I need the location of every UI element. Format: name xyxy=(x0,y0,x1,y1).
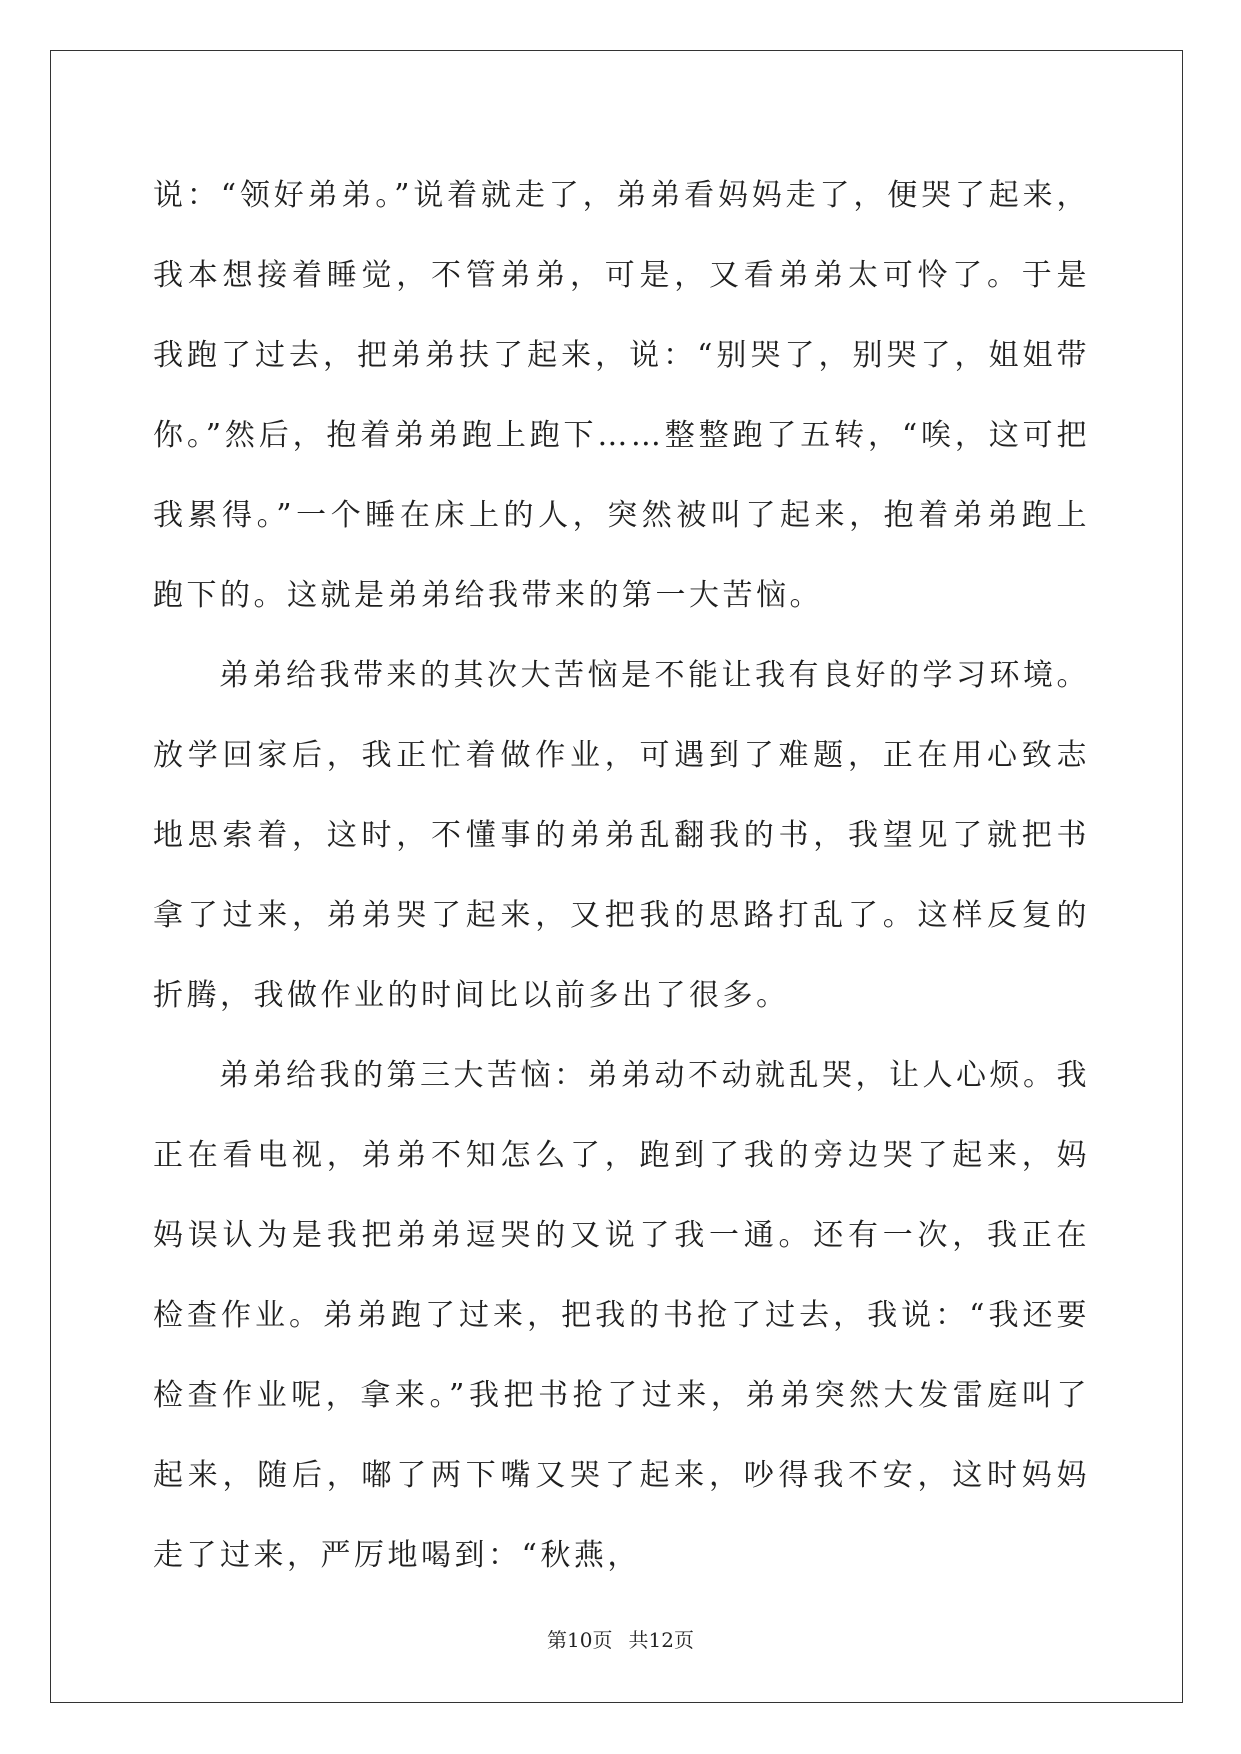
page-number: 第10页 xyxy=(547,1628,613,1652)
paragraph-1: 说：“领好弟弟。”说着就走了，弟弟看妈妈走了，便哭了起来，我本想接着睡觉，不管弟弟，可是，又看弟弟太可怜了。于是我跑了过去，把弟弟扶了起来，说：“别哭了，别哭了，姐姐带你。”然后，抱着弟弟跑上跑下……整整跑了五转，“唉，这可把我累得。”一个睡在床上的人，突然被叫了起来，抱着弟弟跑上跑下的。这就是弟弟给我带来的第一大苦恼。 xyxy=(153,178,1090,613)
page-total: 共12页 xyxy=(628,1628,694,1652)
document-body xyxy=(153,156,1090,1596)
paragraph-2: 弟弟给我带来的其次大苦恼是不能让我有良好的学习环境。放学回家后，我正忙着做作业，可遇到了难题，正在用心致志地思索着，这时，不懂事的弟弟乱翻我的书，我望见了就把书拿了过来，弟弟哭了起来，又把我的思路打乱了。这样反复的折腾，我做作业的时间比以前多出了很多。 xyxy=(153,658,1090,1013)
page-footer xyxy=(0,1626,1241,1654)
paragraph-3: 弟弟给我的第三大苦恼：弟弟动不动就乱哭，让人心烦。我正在看电视，弟弟不知怎么了，跑到了我的旁边哭了起来，妈妈误认为是我把弟弟逗哭的又说了我一通。还有一次，我正在检查作业。弟弟跑了过来，把我的书抢了过去，我说：“我还要检查作业呢，拿来。”我把书抢了过来，弟弟突然大发雷庭叫了起来，随后，嘟了两下嘴又哭了起来，吵得我不安，这时妈妈走了过来，严厉地喝到：“秋燕， xyxy=(153,1058,1090,1573)
